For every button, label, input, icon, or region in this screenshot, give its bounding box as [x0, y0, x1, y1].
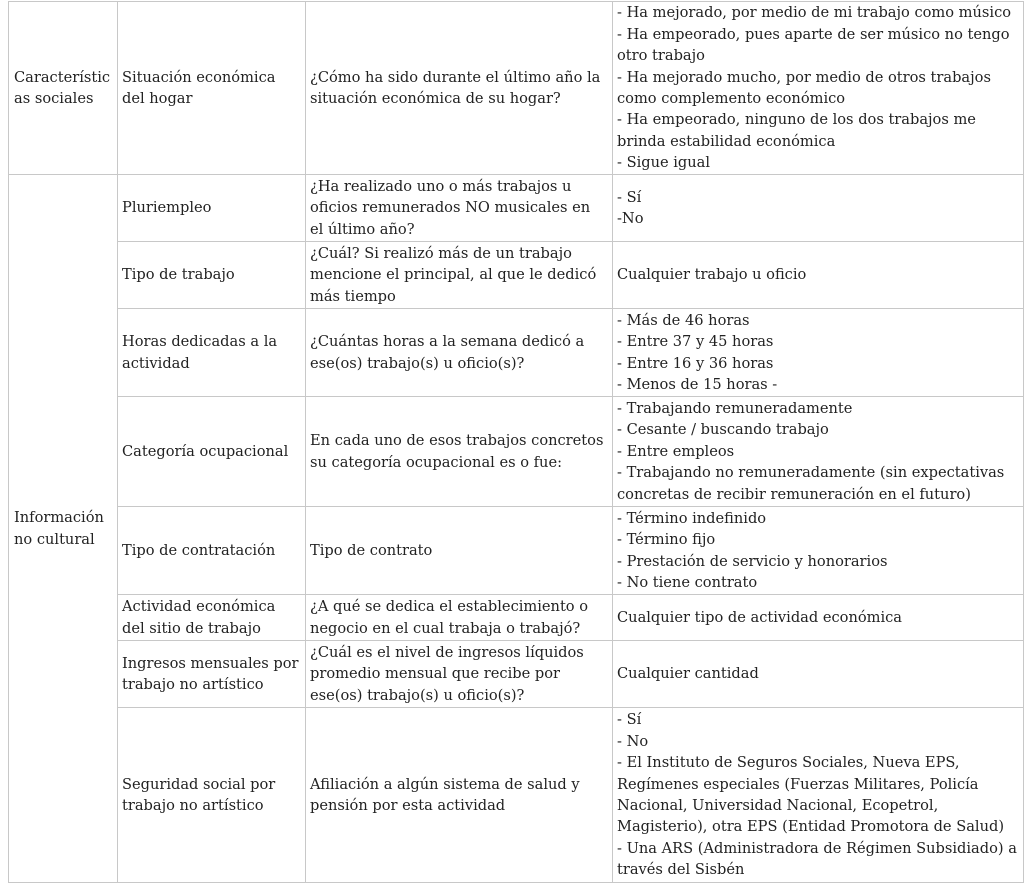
- answers-cell: [613, 397, 1024, 507]
- table-row: [9, 397, 1024, 507]
- answers-cell: [613, 175, 1024, 242]
- answers-cell: [613, 708, 1024, 883]
- category-cell: Características sociales: [9, 2, 118, 175]
- answer-option: - Término fijo: [617, 531, 716, 549]
- answer-option: - No tiene contrato: [617, 573, 758, 591]
- answer-option: - Cesante / buscando trabajo: [617, 421, 829, 439]
- table-row: [9, 2, 1024, 175]
- question-cell: ¿Cómo ha sido durante el último año la situación económica de su hogar?: [306, 2, 613, 175]
- question-cell: ¿Cuál? Si realizó más de un trabajo mencione el principal, al que le dedicó más tiempo: [306, 242, 613, 309]
- answer-option: - Término indefinido: [617, 509, 767, 527]
- answers-cell: [613, 309, 1024, 397]
- variable-cell: Seguridad social por trabajo no artístico: [118, 708, 306, 883]
- answer-option: - Trabajando no remuneradamente (sin expectativas concretas de recibir remuneración en el futuro): [617, 464, 1005, 503]
- category-cell: Información no cultural: [9, 175, 118, 883]
- table-row: [9, 507, 1024, 595]
- answers-cell: [613, 595, 1024, 641]
- answer-option: - Entre empleos: [617, 442, 735, 460]
- answer-option: - Sigue igual: [617, 154, 711, 172]
- table-row: [9, 309, 1024, 397]
- answer-option: - El Instituto de Seguros Sociales, Nueva EPS, Regímenes especiales (Fuerzas Militares, Policía Nacional, Universidad Nacional, Ecopetrol, Magisterio), otra EPS (Entidad Promotora de Salud): [617, 754, 1005, 836]
- table-row: [9, 175, 1024, 242]
- answer-option: - Menos de 15 horas -: [617, 375, 778, 393]
- answer-option: - Más de 46 horas: [617, 311, 750, 329]
- answer-option: - Prestación de servicio y honorarios: [617, 552, 888, 570]
- table-row: [9, 708, 1024, 883]
- survey-variables-table: [8, 1, 1024, 883]
- variable-cell: Situación económica del hogar: [118, 2, 306, 175]
- answer-option: - No: [617, 732, 649, 750]
- table-row: [9, 242, 1024, 309]
- answer-option: - Trabajando remuneradamente: [617, 399, 853, 417]
- variable-cell: Horas dedicadas a la actividad: [118, 309, 306, 397]
- answer-option: Cualquier cantidad: [617, 665, 759, 683]
- answers-cell: [613, 507, 1024, 595]
- answers-cell: [613, 2, 1024, 175]
- question-cell: ¿Ha realizado uno o más trabajos u oficios remunerados NO musicales en el último año?: [306, 175, 613, 242]
- question-cell: ¿Cuántas horas a la semana dedicó a ese(os) trabajo(s) u oficio(s)?: [306, 309, 613, 397]
- answer-option: - Entre 16 y 36 horas: [617, 354, 774, 372]
- table-row: [9, 595, 1024, 641]
- answer-option: - Ha mejorado mucho, por medio de otros trabajos como complemento económico: [617, 68, 991, 107]
- answers-cell: [613, 242, 1024, 309]
- variable-cell: Tipo de contratación: [118, 507, 306, 595]
- variable-cell: Actividad económica del sitio de trabajo: [118, 595, 306, 641]
- variable-cell: Tipo de trabajo: [118, 242, 306, 309]
- answer-option: - Ha empeorado, pues aparte de ser músico no tengo otro trabajo: [617, 25, 1010, 65]
- answer-option: Cualquier tipo de actividad económica: [617, 608, 903, 626]
- variable-cell: Pluriempleo: [118, 175, 306, 242]
- answers-cell: [613, 641, 1024, 708]
- variable-cell: Categoría ocupacional: [118, 397, 306, 507]
- question-cell: En cada uno de esos trabajos concretos su categoría ocupacional es o fue:: [306, 397, 613, 507]
- answer-option: - Una ARS (Administradora de Régimen Subsidiado) a través del Sisbén: [617, 839, 1017, 879]
- answer-option: - Sí: [617, 188, 642, 206]
- answer-option: - Entre 37 y 45 horas: [617, 333, 774, 351]
- question-cell: Afiliación a algún sistema de salud y pensión por esta actividad: [306, 708, 613, 883]
- answer-option: - Sí: [617, 711, 642, 729]
- question-cell: Tipo de contrato: [306, 507, 613, 595]
- question-cell: ¿A qué se dedica el establecimiento o negocio en el cual trabaja o trabajó?: [306, 595, 613, 641]
- answer-option: -No: [617, 210, 644, 227]
- variable-cell: Ingresos mensuales por trabajo no artístico: [118, 641, 306, 708]
- table-row: [9, 641, 1024, 708]
- question-cell: ¿Cuál es el nivel de ingresos líquidos promedio mensual que recibe por ese(os) trabajo(s) u oficio(s)?: [306, 641, 613, 708]
- answer-option: - Ha mejorado, por medio de mi trabajo como músico: [617, 4, 1012, 22]
- answer-option: - Ha empeorado, ninguno de los dos trabajos me brinda estabilidad económica: [617, 111, 976, 150]
- answer-option: Cualquier trabajo u oficio: [617, 266, 807, 284]
